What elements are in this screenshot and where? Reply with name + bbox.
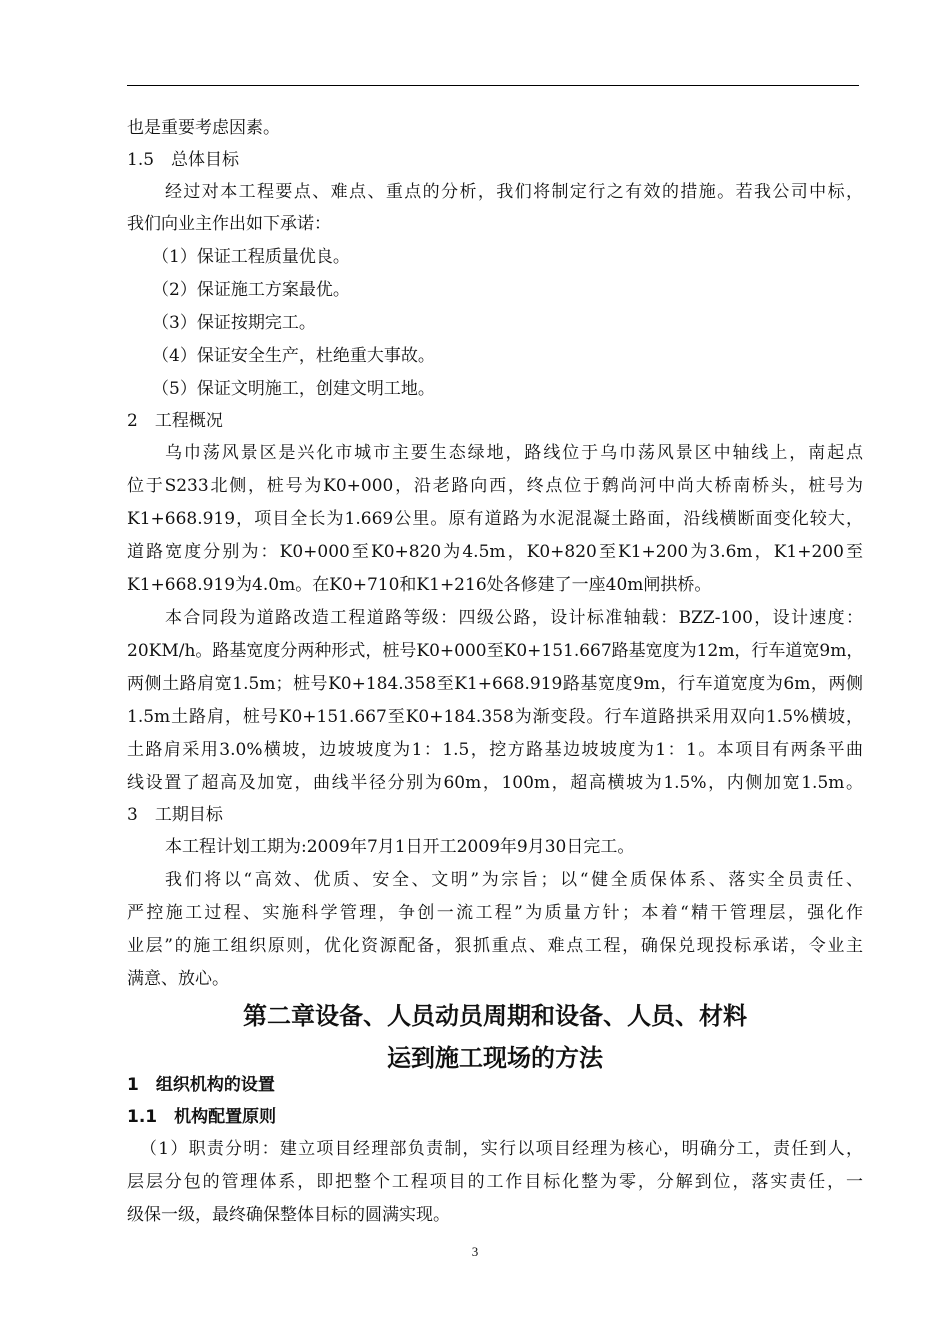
text-line: 严控施工过程、实施科学管理，争创一流工程”为质量方针；本着“精干管理层，强化作 bbox=[127, 903, 863, 923]
list-item: （1）保证工程质量优良。 bbox=[152, 247, 350, 267]
list-item: （3）保证按期完工。 bbox=[152, 313, 316, 333]
section-heading-1-5: 1.5 总体目标 bbox=[127, 150, 240, 170]
text-line: 我们向业主作出如下承诺： bbox=[127, 214, 331, 234]
text-line: 本工程计划工期为:2009年7月1日开工2009年9月30日完工。 bbox=[165, 837, 635, 857]
text-line: 业层”的施工组织原则，优化资源配备，狠抓重点、难点工程，确保兑现投标承诺，令业主 bbox=[127, 936, 863, 956]
text-line: 本合同段为道路改造工程道路等级：四级公路，设计标准轴载：BZZ-100，设计速度： bbox=[165, 608, 863, 628]
text-line: 我们将以“高效、优质、安全、文明”为宗旨；以“健全质保体系、落实全员责任、 bbox=[165, 870, 863, 890]
text-line: K1+668.919，项目全长为1.669公里。原有道路为水泥混凝土路面，沿线横断面变化较大， bbox=[127, 509, 863, 529]
text-line: （1）职责分明：建立项目经理部负责制，实行以项目经理为核心，明确分工，责任到人， bbox=[140, 1139, 863, 1159]
section-heading-1: 1 组织机构的设置 bbox=[127, 1075, 275, 1095]
text-line: 土路肩采用3.0%横坡，边坡坡度为1：1.5，挖方路基边坡坡度为1：1。本项目有两条平曲 bbox=[127, 740, 863, 760]
list-item: （2）保证施工方案最优。 bbox=[152, 280, 350, 300]
chapter-title-line-2: 运到施工现场的方法 bbox=[387, 1044, 603, 1072]
text-line: 级保一级，最终确保整体目标的圆满实现。 bbox=[127, 1205, 450, 1225]
text-line: 层层分包的管理体系，即把整个工程项目的工作目标化整为零，分解到位，落实责任，一 bbox=[127, 1172, 863, 1192]
page-number: 3 bbox=[471, 1244, 479, 1259]
chapter-title-line-1: 第二章设备、人员动员周期和设备、人员、材料 bbox=[243, 1002, 747, 1030]
section-heading-2: 2 工程概况 bbox=[127, 411, 223, 431]
section-heading-1-1: 1.1 机构配置原则 bbox=[127, 1107, 277, 1127]
text-line: 1.5m土路肩，桩号K0+151.667至K0+184.358为渐变段。行车道路拱采用双向1.5%横坡， bbox=[127, 707, 863, 727]
list-item: （4）保证安全生产，杜绝重大事故。 bbox=[152, 346, 435, 366]
text-line: 经过对本工程要点、难点、重点的分析，我们将制定行之有效的措施。若我公司中标， bbox=[165, 182, 863, 202]
section-heading-3: 3 工期目标 bbox=[127, 805, 223, 825]
text-line: 两侧土路肩宽1.5m；桩号K0+184.358至K1+668.919路基宽度9m，行车道宽度为6m，两侧 bbox=[127, 674, 863, 694]
text-line: 道路宽度分别为：K0+000至K0+820为4.5m，K0+820至K1+200为3.6m，K1+200至 bbox=[127, 542, 863, 562]
header-rule bbox=[127, 85, 859, 86]
text-line: 线设置了超高及加宽，曲线半径分别为60m，100m，超高横坡为1.5%，内侧加宽1.5m。 bbox=[127, 773, 863, 793]
text-line: K1+668.919为4.0m。在K0+710和K1+216处各修建了一座40m闸拱桥。 bbox=[127, 575, 712, 595]
text-line: 满意、放心。 bbox=[127, 969, 229, 989]
list-item: （5）保证文明施工，创建文明工地。 bbox=[152, 379, 435, 399]
text-line: 20KM/h。路基宽度分两种形式，桩号K0+000至K0+151.667路基宽度为12m，行车道宽9m， bbox=[127, 641, 864, 661]
text-line: 位于S233北侧，桩号为K0+000，沿老路向西，终点位于鹩尚河中尚大桥南桥头，桩号为 bbox=[127, 476, 863, 496]
text-line: 也是重要考虑因素。 bbox=[127, 118, 280, 138]
text-line: 乌巾荡风景区是兴化市城市主要生态绿地，路线位于乌巾荡风景区中轴线上，南起点 bbox=[165, 443, 863, 463]
